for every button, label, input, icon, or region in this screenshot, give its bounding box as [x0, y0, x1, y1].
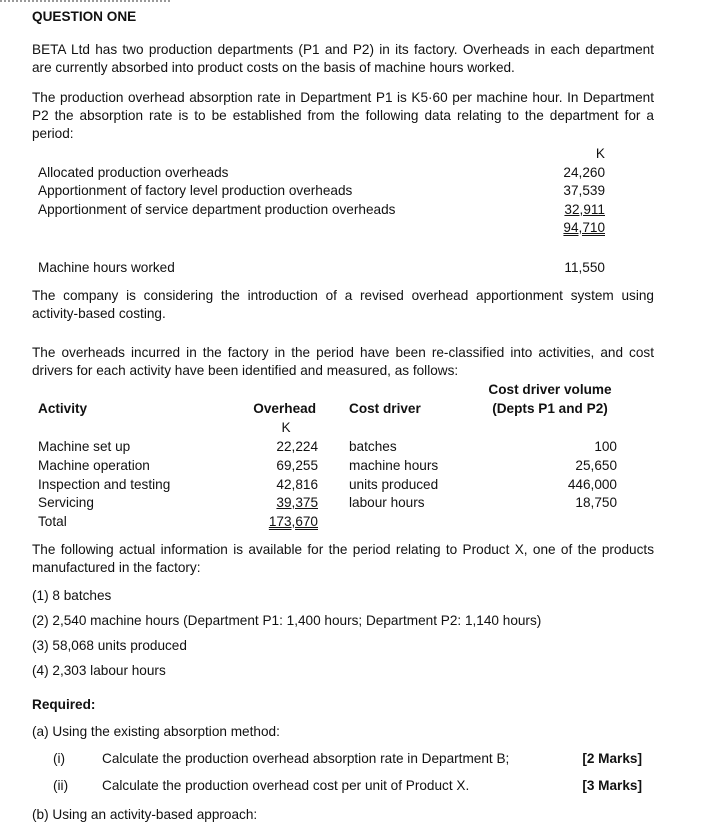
activity-overhead: 22,224: [276, 439, 318, 454]
overhead-row-value: 37,539: [563, 183, 605, 198]
activity-volume: 18,750: [575, 495, 617, 510]
cropped-top-edge: [0, 0, 170, 4]
product-info-item: (4) 2,303 labour hours: [32, 663, 166, 678]
sub-item-text: Calculate the production overhead cost per unit of Product X.: [102, 778, 470, 793]
activity-total-value: 173,670: [268, 514, 318, 529]
sub-item-marks: [2 Marks]: [582, 751, 642, 766]
volume-header-line2: (Depts P1 and P2): [492, 401, 608, 416]
activity-driver: labour hours: [349, 495, 425, 510]
machine-hours-value: 11,550: [564, 260, 605, 275]
activity-volume: 100: [594, 439, 617, 454]
activity-overhead: 39,375: [276, 495, 318, 510]
activity-volume: 25,650: [575, 458, 617, 473]
product-info-item: (3) 58,068 units produced: [32, 638, 187, 653]
cost-driver-header: Cost driver: [349, 401, 421, 416]
overhead-header: Overhead: [253, 401, 316, 416]
overheads-total: 94,710: [563, 220, 605, 235]
activity-driver: batches: [349, 439, 397, 454]
overhead-row-value: 32,911: [564, 202, 605, 217]
activity-name: Servicing: [38, 495, 94, 510]
overhead-row-label: Apportionment of factory level production overheads: [38, 183, 353, 198]
activity-volume: 446,000: [567, 477, 617, 492]
machine-hours-label: Machine hours worked: [38, 260, 175, 275]
product-info-item: (2) 2,540 machine hours (Department P1: 1,400 hours; Department P2: 1,140 hours): [32, 613, 542, 628]
overhead-row-label: Apportionment of service department production overheads: [38, 202, 396, 217]
overhead-row-value: 24,260: [563, 165, 605, 180]
abc-intro-paragraph: The company is considering the introduction of a revised overhead apportionment system using activity-based costing.: [32, 288, 654, 321]
product-info-item: (1) 8 batches: [32, 588, 112, 603]
activity-overhead: 69,255: [276, 458, 318, 473]
activity-name: Machine operation: [38, 458, 150, 473]
part-a-label: (a) Using the existing absorption method:: [32, 724, 280, 739]
overhead-row-label: Allocated production overheads: [38, 165, 229, 180]
question-heading: QUESTION ONE: [32, 9, 137, 24]
activity-driver: units produced: [349, 477, 439, 492]
overheads-currency-header: K: [595, 146, 605, 161]
intro-paragraph-1: BETA Ltd has two production departments (P1 and P2) in its factory. Overheads in each department are currently absorbed into product costs on the basis of machine hours worked.: [32, 42, 654, 75]
sub-item-number: (ii): [53, 778, 69, 793]
activity-name: Inspection and testing: [38, 477, 171, 492]
activity-total-label: Total: [38, 514, 67, 529]
activity-header: Activity: [38, 401, 88, 416]
part-b-label: (b) Using an activity-based approach:: [32, 807, 258, 822]
activities-intro-paragraph: The overheads incurred in the factory in the period have been re-classified into activities, and cost drivers for each activity have been identified and measured, as follows:: [32, 345, 654, 378]
activity-overhead: 42,816: [276, 477, 318, 492]
intro-paragraph-2: The production overhead absorption rate in Department P1 is K5·60 per machine hour. In Department P2 the absorption rate is to be established from the following data relating to the department for a period:: [32, 90, 654, 141]
sub-item-marks: [3 Marks]: [582, 778, 642, 793]
activity-driver: machine hours: [349, 458, 439, 473]
volume-header-line1: Cost driver volume: [488, 382, 612, 397]
activity-currency-header: K: [281, 420, 291, 435]
activity-name: Machine set up: [38, 439, 131, 454]
sub-item-text: Calculate the production overhead absorption rate in Department B;: [102, 751, 510, 766]
product-info-intro: The following actual information is available for the period relating to Product X, one of the products manufactured in the factory:: [32, 542, 654, 575]
sub-item-number: (i): [53, 751, 66, 766]
required-title: Required:: [32, 697, 96, 712]
